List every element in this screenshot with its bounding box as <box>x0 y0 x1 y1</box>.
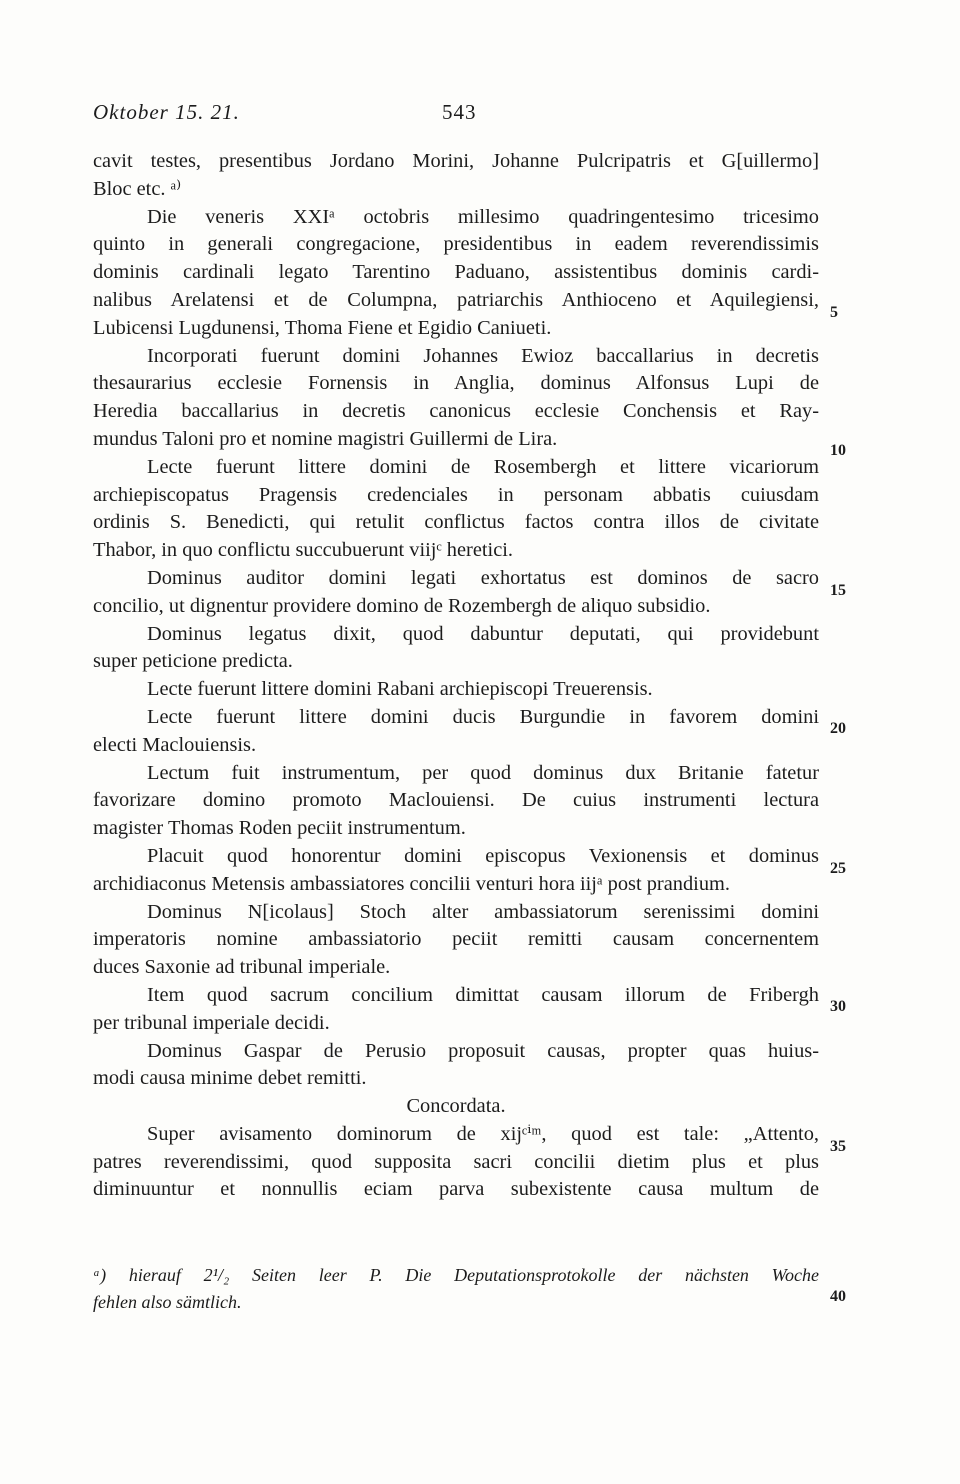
text-line: favorizare domino promoto Maclouiensi. De cuius instrumenti lectura <box>93 789 819 812</box>
text-line: ordinis S. Benedicti, qui retulit conflictus factos contra illos de civitate <box>93 511 819 534</box>
running-head: Oktober 15. 21. <box>93 100 240 124</box>
text-line: mundus Taloni pro et nomine magistri Guillermi de Lira. <box>93 427 558 450</box>
text-line: Die veneris XXIᵃ octobris millesimo quadringentesimo tricesimo <box>147 205 819 228</box>
line-number: 10 <box>830 442 846 459</box>
text-line: archiepiscopatus Pragensis credenciales in personam abbatis cuiusdam <box>93 483 819 506</box>
text-line: quinto in generali congregacione, presidentibus in eadem reverendissimis <box>93 233 819 256</box>
page-header <box>93 100 819 136</box>
text-line: magister Thomas Roden peciit instrumentum. <box>93 817 466 840</box>
line-number: 5 <box>830 304 838 321</box>
text-line: cavit testes, presentibus Jordano Morini, Johanne Pulcripatris et G[uillermo] <box>93 150 819 172</box>
line-number: 15 <box>830 582 846 599</box>
text-line: diminuuntur et nonnullis eciam parva subexistente causa multum de <box>93 1178 819 1201</box>
line-number: 30 <box>830 998 846 1015</box>
text-line: patres reverendissimi, quod supposita sacri concilii dietim plus et plus <box>93 1150 819 1173</box>
text-line: Dominus Gaspar de Perusio proposuit causas, propter quas huius- <box>147 1039 819 1062</box>
body-text <box>93 148 819 1204</box>
text-line: Lecte fuerunt littere domini Rabani archiepiscopi Treuerensis. <box>147 678 653 701</box>
line-number: 20 <box>830 720 846 737</box>
text-line: Dominus N[icolaus] Stoch alter ambassiatorum serenissimi domini <box>147 900 819 923</box>
text-line: Incorporati fuerunt domini Johannes Ewioz baccallarius in decretis <box>147 344 819 367</box>
text-line: Heredia baccallarius in decretis canonicus ecclesie Conchensis et Ray- <box>93 400 819 423</box>
line-number: 25 <box>830 860 846 877</box>
text-line: Lecte fuerunt littere domini de Rosembergh et littere vicariorum <box>147 455 819 478</box>
section-heading: Concordata. <box>406 1095 506 1118</box>
text-line: concilio, ut dignentur providere domino de Rozembergh de aliquo subsidio. <box>93 594 711 617</box>
text-line: Placuit quod honorentur domini episcopus Vexionensis et dominus <box>147 844 819 867</box>
text-line: imperatoris nomine ambassiatorio peciit remitti causam concernentem <box>93 928 819 951</box>
text-line: Item quod sacrum concilium dimittat causam illorum de Fribergh <box>147 983 819 1006</box>
footnote-block <box>93 1262 819 1316</box>
text-line: thesaurarius ecclesie Fornensis in Anglia, dominus Alfonsus Lupi de <box>93 372 819 395</box>
text-line: duces Saxonie ad tribunal imperiale. <box>93 956 391 979</box>
text-line: electi Maclouiensis. <box>93 733 257 756</box>
text-line: per tribunal imperiale decidi. <box>93 1011 330 1034</box>
text-line: archidiaconus Metensis ambassiatores concilii venturi hora iijᵃ post prandium. <box>93 872 730 895</box>
text-line: Bloc etc. ᵃ⁾ <box>93 177 182 200</box>
page-number: 543 <box>442 100 477 124</box>
line-number: 40 <box>830 1288 846 1305</box>
footnote-line: fehlen also sämtlich. <box>93 1292 242 1312</box>
text-line: super peticione predicta. <box>93 650 293 673</box>
text-line: Super avisamento dominorum de xijᶜⁱᵐ, quod est tale: „Attento, <box>147 1122 819 1145</box>
text-line: Thabor, in quo conflictu succubuerunt viijᶜ heretici. <box>93 539 514 562</box>
text-line: Lecte fuerunt littere domini ducis Burgundie in favorem domini <box>147 705 819 728</box>
footnote-line: ᵃ) hierauf 2¹/₂ Seiten leer P. Die Deputationsprotokolle der nächsten Woche <box>93 1265 819 1285</box>
text-line: Lectum fuit instrumentum, per quod dominus dux Britanie fatetur <box>147 761 819 784</box>
text-line: modi causa minime debet remitti. <box>93 1067 367 1090</box>
text-line: nalibus Arelatensi et de Columpna, patriarchis Anthioceno et Aquilegiensi, <box>93 288 819 311</box>
text-line: Lubicensi Lugdunensi, Thoma Fiene et Egidio Caniueti. <box>93 316 552 339</box>
text-line: Dominus legatus dixit, quod dabuntur deputati, qui providebunt <box>147 622 819 645</box>
text-line: dominis cardinali legato Tarentino Paduano, assistentibus dominis cardi- <box>93 261 819 284</box>
line-number: 35 <box>830 1138 846 1155</box>
text-line: Dominus auditor domini legati exhortatus est dominos de sacro <box>147 566 819 589</box>
